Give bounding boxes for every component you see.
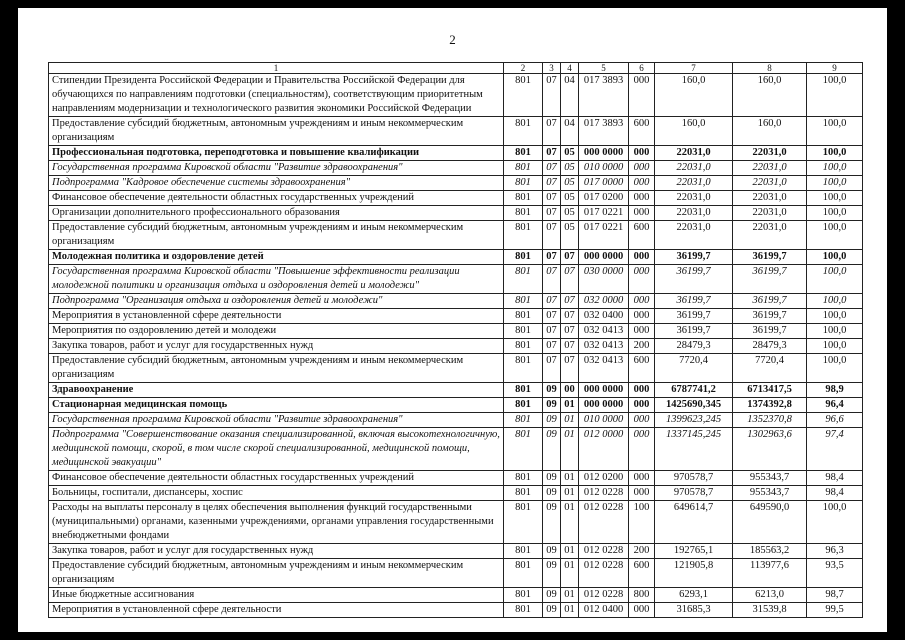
target-item-code-cell: 000 0000: [579, 383, 629, 398]
execution-percent-cell: 98,4: [807, 471, 863, 486]
item-name-cell: Подпрограмма "Организация отдыха и оздоровления детей и молодежи": [49, 294, 504, 309]
expense-type-code-cell: 000: [629, 413, 655, 428]
planned-amount-cell: 31685,3: [655, 603, 733, 618]
subsection-code-cell: 01: [561, 471, 579, 486]
subsection-code-cell: 01: [561, 486, 579, 501]
expense-type-code-cell: 600: [629, 559, 655, 588]
execution-percent-cell: 100,0: [807, 265, 863, 294]
target-item-code-cell: 032 0413: [579, 339, 629, 354]
table-row: [49, 603, 863, 618]
planned-amount-cell: 649614,7: [655, 501, 733, 544]
planned-amount-cell: 36199,7: [655, 324, 733, 339]
section-code-cell: 07: [543, 265, 561, 294]
executed-amount-cell: 36199,7: [733, 324, 807, 339]
executed-amount-cell: 1374392,8: [733, 398, 807, 413]
execution-percent-cell: 100,0: [807, 191, 863, 206]
section-code-cell: 07: [543, 161, 561, 176]
target-item-code-cell: 017 0221: [579, 206, 629, 221]
expense-type-code-cell: 000: [629, 146, 655, 161]
subsection-code-cell: 07: [561, 339, 579, 354]
planned-amount-cell: 22031,0: [655, 176, 733, 191]
table-row: [49, 398, 863, 413]
execution-percent-cell: 100,0: [807, 324, 863, 339]
budget-table: [48, 62, 863, 618]
item-name-cell: Государственная программа Кировской области "Развитие здравоохранения": [49, 161, 504, 176]
item-name-cell: Предоставление субсидий бюджетным, автономным учреждениям и иным некоммерческим организациям: [49, 221, 504, 250]
target-item-code-cell: 017 0200: [579, 191, 629, 206]
execution-percent-cell: 100,0: [807, 339, 863, 354]
target-item-code-cell: 012 0228: [579, 544, 629, 559]
ministry-code-cell: 801: [504, 544, 543, 559]
expense-type-code-cell: 200: [629, 544, 655, 559]
execution-percent-cell: 100,0: [807, 309, 863, 324]
target-item-code-cell: 012 0228: [579, 588, 629, 603]
expense-type-code-cell: 200: [629, 339, 655, 354]
target-item-code-cell: 012 0228: [579, 559, 629, 588]
execution-percent-cell: 100,0: [807, 501, 863, 544]
item-name-cell: Профессиональная подготовка, переподготовка и повышение квалификации: [49, 146, 504, 161]
header-cell: 9: [807, 63, 863, 74]
ministry-code-cell: 801: [504, 339, 543, 354]
planned-amount-cell: 22031,0: [655, 221, 733, 250]
execution-percent-cell: 100,0: [807, 354, 863, 383]
section-code-cell: 09: [543, 501, 561, 544]
section-code-cell: 07: [543, 294, 561, 309]
expense-type-code-cell: 000: [629, 206, 655, 221]
execution-percent-cell: 98,9: [807, 383, 863, 398]
section-code-cell: 09: [543, 413, 561, 428]
executed-amount-cell: 185563,2: [733, 544, 807, 559]
section-code-cell: 07: [543, 354, 561, 383]
document-page: [18, 8, 887, 632]
planned-amount-cell: 22031,0: [655, 161, 733, 176]
executed-amount-cell: 22031,0: [733, 146, 807, 161]
ministry-code-cell: 801: [504, 206, 543, 221]
execution-percent-cell: 100,0: [807, 146, 863, 161]
execution-percent-cell: 100,0: [807, 206, 863, 221]
execution-percent-cell: 100,0: [807, 250, 863, 265]
expense-type-code-cell: 800: [629, 588, 655, 603]
subsection-code-cell: 04: [561, 74, 579, 117]
section-code-cell: 07: [543, 74, 561, 117]
expense-type-code-cell: 000: [629, 428, 655, 471]
target-item-code-cell: 012 0228: [579, 486, 629, 501]
section-code-cell: 07: [543, 206, 561, 221]
execution-percent-cell: 100,0: [807, 221, 863, 250]
table-row: [49, 471, 863, 486]
planned-amount-cell: 192765,1: [655, 544, 733, 559]
item-name-cell: Молодежная политика и оздоровление детей: [49, 250, 504, 265]
executed-amount-cell: 31539,8: [733, 603, 807, 618]
table-row: [49, 588, 863, 603]
executed-amount-cell: 28479,3: [733, 339, 807, 354]
execution-percent-cell: 96,3: [807, 544, 863, 559]
item-name-cell: Мероприятия в установленной сфере деятельности: [49, 603, 504, 618]
execution-percent-cell: 98,7: [807, 588, 863, 603]
target-item-code-cell: 032 0413: [579, 354, 629, 383]
subsection-code-cell: 01: [561, 544, 579, 559]
subsection-code-cell: 01: [561, 559, 579, 588]
ministry-code-cell: 801: [504, 559, 543, 588]
executed-amount-cell: 1352370,8: [733, 413, 807, 428]
executed-amount-cell: 22031,0: [733, 206, 807, 221]
item-name-cell: Финансовое обеспечение деятельности областных государственных учреждений: [49, 471, 504, 486]
table-row: [49, 324, 863, 339]
item-name-cell: Стационарная медицинская помощь: [49, 398, 504, 413]
header-row: [49, 63, 863, 74]
executed-amount-cell: 22031,0: [733, 191, 807, 206]
subsection-code-cell: 07: [561, 354, 579, 383]
planned-amount-cell: 1337145,245: [655, 428, 733, 471]
expense-type-code-cell: 600: [629, 117, 655, 146]
subsection-code-cell: 01: [561, 398, 579, 413]
header-cell: 4: [561, 63, 579, 74]
ministry-code-cell: 801: [504, 191, 543, 206]
section-code-cell: 07: [543, 309, 561, 324]
section-code-cell: 09: [543, 398, 561, 413]
planned-amount-cell: 36199,7: [655, 309, 733, 324]
item-name-cell: Здравоохранение: [49, 383, 504, 398]
executed-amount-cell: 6713417,5: [733, 383, 807, 398]
execution-percent-cell: 93,5: [807, 559, 863, 588]
planned-amount-cell: 22031,0: [655, 146, 733, 161]
ministry-code-cell: 801: [504, 501, 543, 544]
item-name-cell: Подпрограмма "Кадровое обеспечение системы здравоохранения": [49, 176, 504, 191]
executed-amount-cell: 36199,7: [733, 265, 807, 294]
subsection-code-cell: 01: [561, 603, 579, 618]
ministry-code-cell: 801: [504, 413, 543, 428]
table-body: [49, 74, 863, 618]
table-row: [49, 265, 863, 294]
planned-amount-cell: 160,0: [655, 74, 733, 117]
target-item-code-cell: 017 0000: [579, 176, 629, 191]
item-name-cell: Предоставление субсидий бюджетным, автономным учреждениям и иным некоммерческим организациям: [49, 354, 504, 383]
expense-type-code-cell: 000: [629, 176, 655, 191]
table-row: [49, 486, 863, 501]
target-item-code-cell: 032 0413: [579, 324, 629, 339]
target-item-code-cell: 000 0000: [579, 398, 629, 413]
executed-amount-cell: 160,0: [733, 117, 807, 146]
item-name-cell: Мероприятия по оздоровлению детей и молодежи: [49, 324, 504, 339]
planned-amount-cell: 160,0: [655, 117, 733, 146]
item-name-cell: Закупка товаров, работ и услуг для государственных нужд: [49, 339, 504, 354]
target-item-code-cell: 017 3893: [579, 74, 629, 117]
subsection-code-cell: 01: [561, 428, 579, 471]
section-code-cell: 09: [543, 603, 561, 618]
item-name-cell: Организации дополнительного профессионального образования: [49, 206, 504, 221]
subsection-code-cell: 05: [561, 191, 579, 206]
executed-amount-cell: 113977,6: [733, 559, 807, 588]
planned-amount-cell: 36199,7: [655, 294, 733, 309]
item-name-cell: Финансовое обеспечение деятельности областных государственных учреждений: [49, 191, 504, 206]
item-name-cell: Иные бюджетные ассигнования: [49, 588, 504, 603]
section-code-cell: 09: [543, 486, 561, 501]
subsection-code-cell: 05: [561, 221, 579, 250]
section-code-cell: 09: [543, 559, 561, 588]
item-name-cell: Мероприятия в установленной сфере деятельности: [49, 309, 504, 324]
subsection-code-cell: 07: [561, 309, 579, 324]
expense-type-code-cell: 000: [629, 324, 655, 339]
executed-amount-cell: 955343,7: [733, 486, 807, 501]
table-row: [49, 501, 863, 544]
executed-amount-cell: 22031,0: [733, 176, 807, 191]
expense-type-code-cell: 000: [629, 250, 655, 265]
executed-amount-cell: 6213,0: [733, 588, 807, 603]
section-code-cell: 09: [543, 383, 561, 398]
expense-type-code-cell: 000: [629, 74, 655, 117]
execution-percent-cell: 98,4: [807, 486, 863, 501]
expense-type-code-cell: 000: [629, 383, 655, 398]
subsection-code-cell: 07: [561, 294, 579, 309]
subsection-code-cell: 04: [561, 117, 579, 146]
table-row: [49, 206, 863, 221]
executed-amount-cell: 22031,0: [733, 161, 807, 176]
subsection-code-cell: 05: [561, 146, 579, 161]
table-row: [49, 221, 863, 250]
execution-percent-cell: 100,0: [807, 74, 863, 117]
expense-type-code-cell: 000: [629, 191, 655, 206]
planned-amount-cell: 22031,0: [655, 206, 733, 221]
executed-amount-cell: 36199,7: [733, 309, 807, 324]
ministry-code-cell: 801: [504, 294, 543, 309]
table-row: [49, 413, 863, 428]
target-item-code-cell: 032 0400: [579, 309, 629, 324]
item-name-cell: Расходы на выплаты персоналу в целях обеспечения выполнения функций государственными (муниципальными) органами, казенными учреждениями, органами управления государственными внебюджетными фондами: [49, 501, 504, 544]
executed-amount-cell: 36199,7: [733, 294, 807, 309]
header-cell: 8: [733, 63, 807, 74]
table-row: [49, 294, 863, 309]
ministry-code-cell: 801: [504, 486, 543, 501]
target-item-code-cell: 000 0000: [579, 146, 629, 161]
ministry-code-cell: 801: [504, 471, 543, 486]
table-row: [49, 544, 863, 559]
executed-amount-cell: 649590,0: [733, 501, 807, 544]
table-row: [49, 191, 863, 206]
section-code-cell: 07: [543, 117, 561, 146]
planned-amount-cell: 970578,7: [655, 471, 733, 486]
item-name-cell: Больницы, госпитали, диспансеры, хоспис: [49, 486, 504, 501]
execution-percent-cell: 100,0: [807, 176, 863, 191]
subsection-code-cell: 01: [561, 413, 579, 428]
header-cell: 3: [543, 63, 561, 74]
target-item-code-cell: 010 0000: [579, 413, 629, 428]
planned-amount-cell: 6293,1: [655, 588, 733, 603]
ministry-code-cell: 801: [504, 221, 543, 250]
header-cell: 7: [655, 63, 733, 74]
expense-type-code-cell: 100: [629, 501, 655, 544]
expense-type-code-cell: 000: [629, 603, 655, 618]
target-item-code-cell: 030 0000: [579, 265, 629, 294]
target-item-code-cell: 017 0221: [579, 221, 629, 250]
planned-amount-cell: 970578,7: [655, 486, 733, 501]
target-item-code-cell: 000 0000: [579, 250, 629, 265]
planned-amount-cell: 36199,7: [655, 250, 733, 265]
subsection-code-cell: 07: [561, 324, 579, 339]
section-code-cell: 09: [543, 428, 561, 471]
subsection-code-cell: 07: [561, 265, 579, 294]
expense-type-code-cell: 000: [629, 309, 655, 324]
item-name-cell: Государственная программа Кировской области "Повышение эффективности реализации молодежной политики и организация отдыха и оздоровления детей и молодежи": [49, 265, 504, 294]
executed-amount-cell: 1302963,6: [733, 428, 807, 471]
planned-amount-cell: 28479,3: [655, 339, 733, 354]
expense-type-code-cell: 000: [629, 161, 655, 176]
target-item-code-cell: 032 0000: [579, 294, 629, 309]
expense-type-code-cell: 000: [629, 486, 655, 501]
ministry-code-cell: 801: [504, 354, 543, 383]
planned-amount-cell: 1425690,345: [655, 398, 733, 413]
header-cell: 2: [504, 63, 543, 74]
execution-percent-cell: 99,5: [807, 603, 863, 618]
subsection-code-cell: 07: [561, 250, 579, 265]
ministry-code-cell: 801: [504, 176, 543, 191]
section-code-cell: 07: [543, 146, 561, 161]
ministry-code-cell: 801: [504, 603, 543, 618]
expense-type-code-cell: 600: [629, 354, 655, 383]
expense-type-code-cell: 000: [629, 294, 655, 309]
executed-amount-cell: 22031,0: [733, 221, 807, 250]
ministry-code-cell: 801: [504, 146, 543, 161]
table-row: [49, 559, 863, 588]
section-code-cell: 09: [543, 588, 561, 603]
ministry-code-cell: 801: [504, 383, 543, 398]
ministry-code-cell: 801: [504, 74, 543, 117]
section-code-cell: 07: [543, 221, 561, 250]
subsection-code-cell: 05: [561, 161, 579, 176]
expense-type-code-cell: 000: [629, 398, 655, 413]
ministry-code-cell: 801: [504, 588, 543, 603]
planned-amount-cell: 7720,4: [655, 354, 733, 383]
execution-percent-cell: 100,0: [807, 117, 863, 146]
subsection-code-cell: 05: [561, 206, 579, 221]
planned-amount-cell: 1399623,245: [655, 413, 733, 428]
subsection-code-cell: 05: [561, 176, 579, 191]
item-name-cell: Предоставление субсидий бюджетным, автономным учреждениям и иным некоммерческим организациям: [49, 117, 504, 146]
page-number: 2: [449, 32, 456, 47]
table-row: [49, 339, 863, 354]
header-cell: 6: [629, 63, 655, 74]
execution-percent-cell: 96,6: [807, 413, 863, 428]
ministry-code-cell: 801: [504, 117, 543, 146]
planned-amount-cell: 6787741,2: [655, 383, 733, 398]
target-item-code-cell: 012 0000: [579, 428, 629, 471]
target-item-code-cell: 017 3893: [579, 117, 629, 146]
expense-type-code-cell: 000: [629, 265, 655, 294]
expense-type-code-cell: 600: [629, 221, 655, 250]
target-item-code-cell: 012 0228: [579, 501, 629, 544]
section-code-cell: 07: [543, 339, 561, 354]
execution-percent-cell: 100,0: [807, 161, 863, 176]
table-row: [49, 176, 863, 191]
section-code-cell: 07: [543, 324, 561, 339]
table-row: [49, 161, 863, 176]
table-row: [49, 309, 863, 324]
section-code-cell: 07: [543, 250, 561, 265]
header-cell: 1: [49, 63, 504, 74]
table-row: [49, 146, 863, 161]
section-code-cell: 07: [543, 191, 561, 206]
target-item-code-cell: 012 0200: [579, 471, 629, 486]
table-row: [49, 383, 863, 398]
execution-percent-cell: 96,4: [807, 398, 863, 413]
executed-amount-cell: 7720,4: [733, 354, 807, 383]
ministry-code-cell: 801: [504, 161, 543, 176]
ministry-code-cell: 801: [504, 250, 543, 265]
item-name-cell: Стипендии Президента Российской Федерации и Правительства Российской Федерации для обучающихся по направлениям подготовки (специальностям), соответствующим приоритетным направлениям модернизации и технологического развития экономики Российской Федерации: [49, 74, 504, 117]
section-code-cell: 07: [543, 176, 561, 191]
table-row: [49, 250, 863, 265]
expense-type-code-cell: 000: [629, 471, 655, 486]
executed-amount-cell: 36199,7: [733, 250, 807, 265]
item-name-cell: Государственная программа Кировской области "Развитие здравоохранения": [49, 413, 504, 428]
table-row: [49, 428, 863, 471]
planned-amount-cell: 121905,8: [655, 559, 733, 588]
ministry-code-cell: 801: [504, 398, 543, 413]
planned-amount-cell: 36199,7: [655, 265, 733, 294]
section-code-cell: 09: [543, 544, 561, 559]
executed-amount-cell: 955343,7: [733, 471, 807, 486]
ministry-code-cell: 801: [504, 324, 543, 339]
execution-percent-cell: 100,0: [807, 294, 863, 309]
planned-amount-cell: 22031,0: [655, 191, 733, 206]
table-row: [49, 354, 863, 383]
header-cell: 5: [579, 63, 629, 74]
item-name-cell: Подпрограмма "Совершенствование оказания специализированной, включая высокотехнологичную, медицинской помощи, скорой, в том числе скорой специализированной, медицинской помощи, медицинской эвакуации": [49, 428, 504, 471]
ministry-code-cell: 801: [504, 265, 543, 294]
section-code-cell: 09: [543, 471, 561, 486]
ministry-code-cell: 801: [504, 428, 543, 471]
executed-amount-cell: 160,0: [733, 74, 807, 117]
target-item-code-cell: 012 0400: [579, 603, 629, 618]
item-name-cell: Предоставление субсидий бюджетным, автономным учреждениям и иным некоммерческим организациям: [49, 559, 504, 588]
subsection-code-cell: 01: [561, 501, 579, 544]
execution-percent-cell: 97,4: [807, 428, 863, 471]
subsection-code-cell: 00: [561, 383, 579, 398]
table-row: [49, 117, 863, 146]
table-row: [49, 74, 863, 117]
item-name-cell: Закупка товаров, работ и услуг для государственных нужд: [49, 544, 504, 559]
target-item-code-cell: 010 0000: [579, 161, 629, 176]
subsection-code-cell: 01: [561, 588, 579, 603]
ministry-code-cell: 801: [504, 309, 543, 324]
